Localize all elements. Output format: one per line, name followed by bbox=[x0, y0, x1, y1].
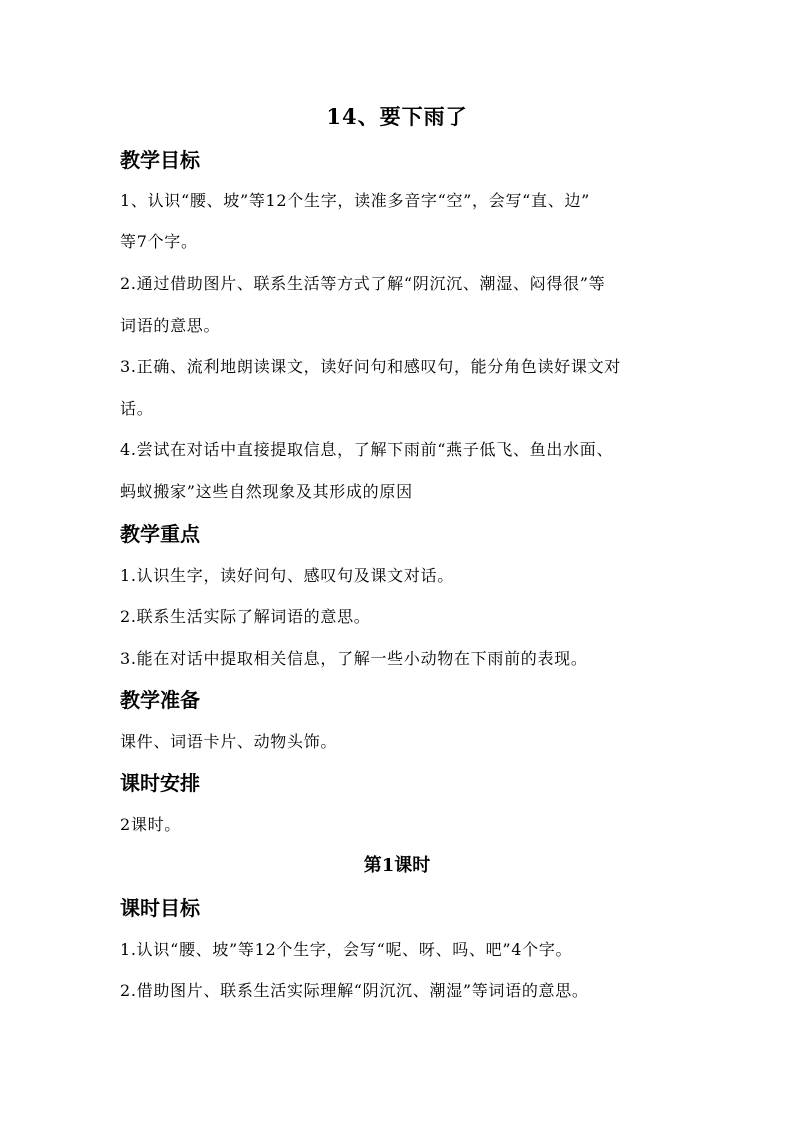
section-heading-schedule: 课时安排 bbox=[120, 771, 200, 795]
lesson-subtitle: 第1课时 bbox=[363, 855, 431, 876]
goal-line-1: 1、认识“腰、坡”等12个生字，读准多音字“空”，会写“直、边” bbox=[120, 191, 591, 210]
section-heading-preparation: 教学准备 bbox=[120, 688, 200, 712]
key-point-line-2: 2.联系生活实际了解词语的意思。 bbox=[120, 607, 371, 626]
page-title: 14、要下雨了 bbox=[326, 104, 468, 129]
goal-line-4-cont: 蚂蚁搬家”这些自然现象及其形成的原因 bbox=[120, 482, 413, 501]
lesson-goal-line-1: 1.认识“腰、坡”等12个生字，会写“呢、呀、吗、吧”4个字。 bbox=[120, 940, 573, 959]
section-heading-lesson-goals: 课时目标 bbox=[120, 896, 200, 920]
lesson-goal-line-2: 2.借助图片、联系生活实际理解“阴沉沉、潮湿”等词语的意思。 bbox=[120, 981, 589, 1000]
goal-line-3: 3.正确、流利地朗读课文，读好问句和感叹句，能分角色读好课文对 bbox=[120, 357, 621, 376]
schedule-line: 2课时。 bbox=[120, 815, 181, 834]
goal-line-4: 4.尝试在对话中直接提取信息，了解下雨前“燕子低飞、鱼出水面、 bbox=[120, 440, 614, 459]
goal-line-3-cont: 话。 bbox=[120, 399, 154, 418]
section-heading-teaching-goals: 教学目标 bbox=[120, 148, 200, 172]
goal-line-1-cont: 等7个字。 bbox=[120, 232, 198, 251]
preparation-line: 课件、词语卡片、动物头饰。 bbox=[120, 732, 338, 751]
key-point-line-3: 3.能在对话中提取相关信息，了解一些小动物在下雨前的表现。 bbox=[120, 649, 588, 668]
goal-line-2-cont: 词语的意思。 bbox=[120, 316, 221, 335]
goal-line-2: 2.通过借助图片、联系生活等方式了解“阴沉沉、潮湿、闷得很”等 bbox=[120, 274, 606, 293]
key-point-line-1: 1.认识生字，读好问句、感叹句及课文对话。 bbox=[120, 566, 454, 585]
section-heading-key-points: 教学重点 bbox=[120, 522, 200, 546]
